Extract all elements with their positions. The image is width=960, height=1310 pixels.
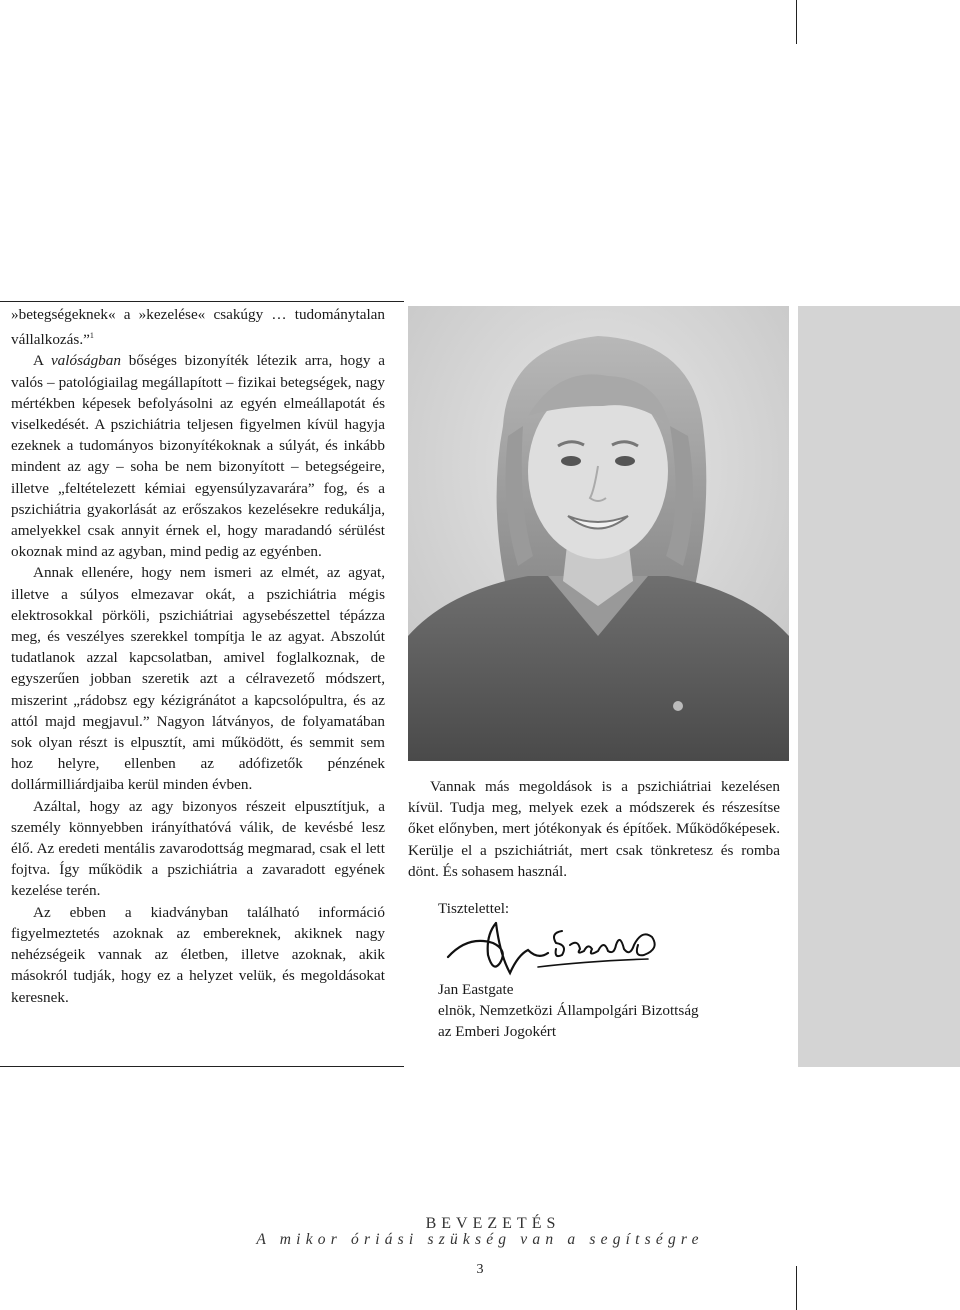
signer-name: Jan Eastgate: [438, 981, 514, 998]
right-text-column: [408, 776, 780, 882]
left-text-column: [11, 304, 385, 1008]
paragraph: Annak ellenére, hogy nem ismeri az elmét, az agyat, illetve a súlyos elmezavar okát, a pszichiátria mégis elektrosokkal pörköli, pszichiátriai agysebészettel tépázza meg, és veszélyes szerekkel tompítja le az agyat. Abszolút tudatlanok azzal kapcsolatban, amivel foglalkoznak, de egyszerűen jobban szeretik azt a célravezető módszert, miszerint „rádobsz egy kézigránátot a kapcsolópultra, és az attól majd megjavul.” Nagyon látványos, de folyamatában sok olyan részt is elpusztít, ami működött, és semmit sem hoz helyre, ellenben az adófizetők pénzének dollármilliárdjaiba kerül minden évben.: [11, 564, 385, 794]
paragraph-text: »betegségeknek« a »kezelése« csakúgy … tudománytalan vállalkozás.”: [11, 306, 385, 349]
section-title: BEVEZETÉS: [425, 1215, 561, 1232]
page-number: 3: [476, 1262, 484, 1277]
crop-mark: [796, 0, 797, 44]
paragraph: Az ebben a kiadványban található információ figyelmeztetés azoknak az embereknek, akiknek nagy nehézségeik vannak az életben, illetve azoknak, akik másokról tudják, hogy ez a helyzet velük, és megoldásokat keresnek.: [11, 903, 385, 1006]
paragraph-text: bőséges bizonyíték létezik arra, hogy a valós – patológiailag megállapított – fizikai betegségek, nagy mértékben képesek befolyásolni az egyén elmeállapotát és viselkedését. A pszichiátria teljesen figyelmen kívül hagyja ezeknek a tudományos bizonyítékoknak a súlyát, és inkább mindent az agy – soha be nem bizonyított – betegségeire, illetve „feltételezett kémiai egyensúlyzavarára” fog, és a pszichiátria gyakorlását az erőszakos kezelésekre redukálja, amelyekkel csak annyit érnek el, hogy maradandó sérülést okoznak mind az agyban, mind pedig az egyénben.: [11, 352, 385, 561]
paragraph-continuation: [11, 304, 385, 350]
paragraph: [11, 350, 385, 562]
crop-mark: [0, 301, 404, 302]
closing-salutation: Tisztelettel:: [438, 900, 510, 917]
italic-word: valóságban: [50, 352, 121, 370]
paragraph: Vannak más megoldások is a pszichiátriai kezelésen kívül. Tudja meg, melyek ezek a módszerek és részesítse őket előnyben, mert jótékonyak és építőek. Működőképesek. Kerülje el a pszichiátriát, mert csak tönkretesz és romba dönt. És sohasem használ.: [408, 778, 780, 880]
signer-organization: az Emberi Jogokért: [438, 1023, 557, 1041]
portrait-photo: [408, 306, 789, 761]
footnote-marker: 1: [89, 331, 94, 341]
paragraph: Azáltal, hogy az agy bizonyos részeit elpusztítjuk, a személy könnyebben irányíthatóvá válik, de kevésbé lesz élő. Az eredeti mentális zavarodottság megmarad, csak el lett fojtva. Így működik a pszichiátria a zavaradott egyének kezelése terén.: [11, 797, 385, 900]
signer-title: elnök, Nemzetközi Állampolgári Bizottság: [438, 1002, 699, 1020]
paragraph-lead: A: [33, 352, 51, 370]
signer-block: [438, 979, 699, 1043]
page-footer: [0, 1215, 960, 1249]
side-band: [798, 306, 960, 1067]
section-subtitle: A mikor óriási szükség van a segítségre: [256, 1231, 704, 1248]
signature-image: [438, 915, 668, 985]
crop-mark: [0, 1066, 404, 1067]
